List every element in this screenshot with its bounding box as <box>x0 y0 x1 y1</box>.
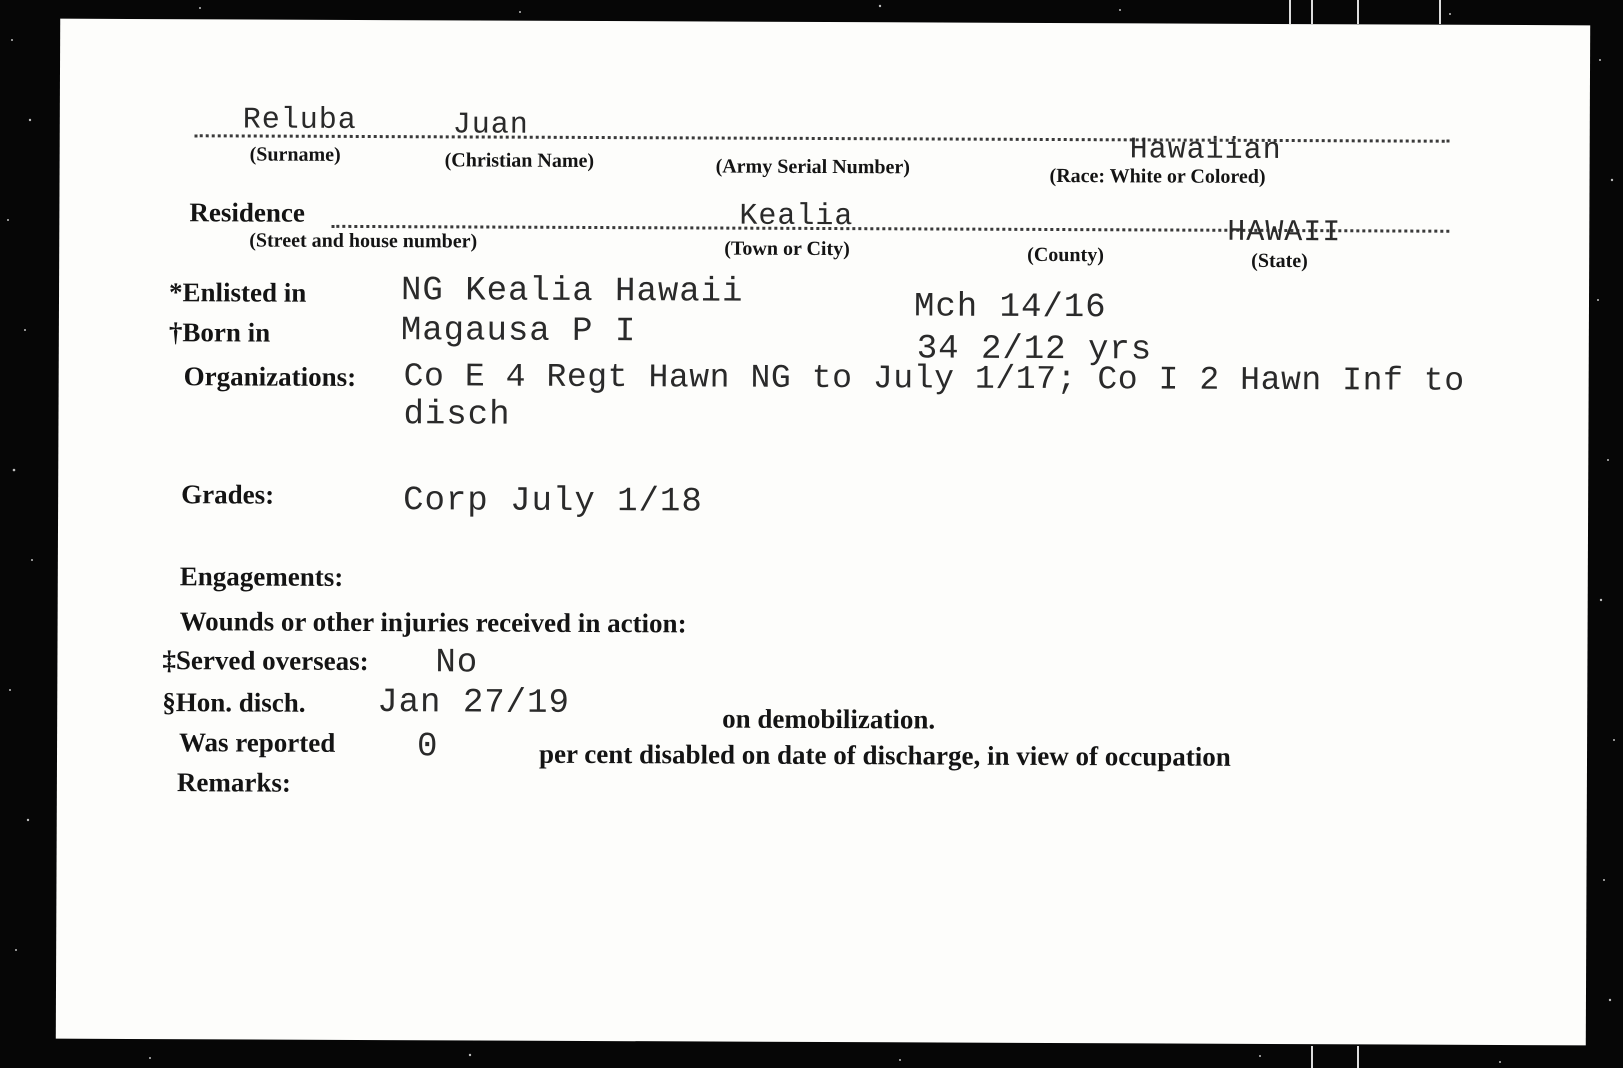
state-caption: (State) <box>1251 249 1308 273</box>
enlisted-date: Mch 14/16 <box>913 288 1107 328</box>
discharge-suffix: on demobilization. <box>722 703 936 735</box>
residence-label: Residence <box>189 197 305 228</box>
was-reported-label: Was reported <box>179 727 336 758</box>
county-caption: (County) <box>1027 243 1104 267</box>
surname-caption: (Surname) <box>249 143 341 166</box>
discharge-date: Jan 27/19 <box>377 684 570 723</box>
born-label: †Born in <box>168 317 271 348</box>
grades-label: Grades: <box>181 479 275 510</box>
enlisted-place: NG Kealia Hawaii <box>400 272 744 312</box>
served-overseas-label: ‡Served overseas: <box>162 645 369 677</box>
honorable-discharge-label: §Hon. disch. <box>162 687 306 718</box>
born-age: 34 2/12 yrs <box>916 330 1153 370</box>
disability-suffix: per cent disabled on date of discharge, in view of occupation <box>538 738 1231 772</box>
army-serial-number-caption: (Army Serial Number) <box>715 155 911 179</box>
engagements-label: Engagements: <box>179 561 344 592</box>
organizations-label: Organizations: <box>183 361 357 392</box>
service-record-card <box>56 19 1590 1046</box>
born-place: Magausa P I <box>400 312 637 352</box>
town-value: Kealia <box>739 199 854 235</box>
christian-name-caption: (Christian Name) <box>444 149 595 172</box>
disability-percent: 0 <box>416 728 439 767</box>
state-value: HAWAII <box>1227 215 1342 251</box>
street-caption: (Street and house number) <box>249 229 478 253</box>
organizations-line1: Co E 4 Regt Hawn NG to July 1/17; Co I 2 Hawn Inf to <box>403 358 1465 400</box>
town-caption: (Town or City) <box>724 237 850 261</box>
served-overseas-value: No <box>435 644 479 683</box>
enlisted-label: *Enlisted in <box>168 277 307 308</box>
surname-value: Reluba <box>242 103 357 138</box>
organizations-line2: disch <box>403 396 511 435</box>
race-value: Hawaiian <box>1129 133 1282 168</box>
christian-name-value: Juan <box>452 108 529 143</box>
wounds-label: Wounds or other injuries received in action: <box>179 606 687 639</box>
grades-value: Corp July 1/18 <box>403 482 703 522</box>
race-caption: (Race: White or Colored) <box>1049 164 1266 188</box>
remarks-label: Remarks: <box>176 767 291 798</box>
